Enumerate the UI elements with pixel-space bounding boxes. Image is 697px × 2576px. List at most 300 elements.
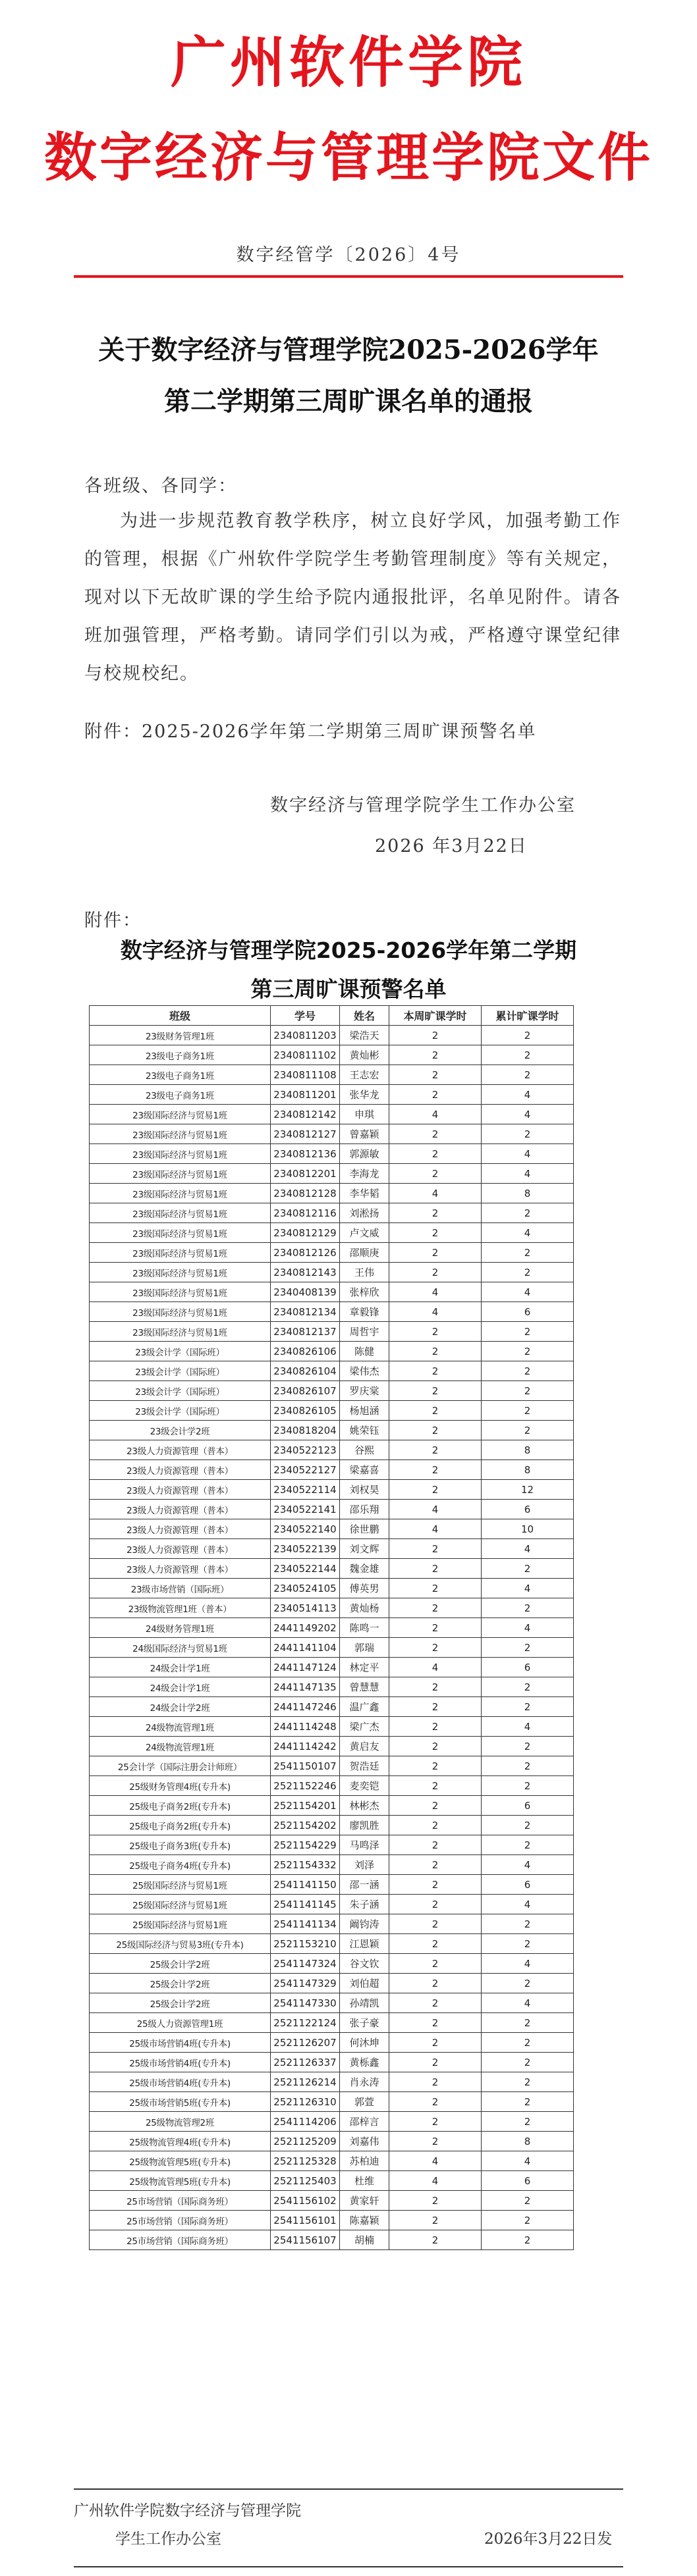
week-hours-cell: 2 xyxy=(389,1203,482,1223)
name-cell: 林彬杰 xyxy=(340,1796,389,1816)
table-row xyxy=(90,1914,574,1934)
name-cell: 张华龙 xyxy=(340,1085,389,1105)
student-id-cell: 2340524105 xyxy=(271,1579,340,1598)
week-hours-cell: 2 xyxy=(389,1263,482,1282)
week-hours-cell: 2 xyxy=(389,1144,482,1164)
table-row xyxy=(90,1144,574,1164)
total-hours-cell: 2 xyxy=(482,1421,574,1440)
total-hours-cell: 4 xyxy=(482,1895,574,1914)
issue-date: 2026 年3月22日 xyxy=(375,836,528,856)
student-id-cell: 2441141104 xyxy=(271,1638,340,1658)
name-cell: 章毅锋 xyxy=(340,1302,389,1322)
class-cell: 25会计学（国际注册会计师班） xyxy=(90,1756,271,1776)
name-cell: 杜维 xyxy=(340,2171,389,2191)
table-row xyxy=(90,2033,574,2053)
name-cell: 谷文钦 xyxy=(340,1954,389,1974)
table-row xyxy=(90,1697,574,1717)
name-cell: 黄栎鑫 xyxy=(340,2053,389,2072)
class-cell: 25级物流管理5班(专升本) xyxy=(90,2151,271,2171)
table-row xyxy=(90,1776,574,1796)
class-cell: 23级国际经济与贸易1班 xyxy=(90,1243,271,1263)
total-hours-cell: 4 xyxy=(482,1717,574,1737)
week-hours-cell: 2 xyxy=(389,1243,482,1263)
table-row xyxy=(90,1954,574,1974)
total-hours-cell: 2 xyxy=(482,1835,574,1855)
col-name-header: 姓名 xyxy=(340,1006,389,1026)
name-cell: 贺浩廷 xyxy=(340,1756,389,1776)
total-hours-cell: 2 xyxy=(482,2053,574,2072)
table-row xyxy=(90,2092,574,2112)
student-id-cell: 2541147324 xyxy=(271,1954,340,1974)
class-cell: 25级会计学2班 xyxy=(90,1954,271,1974)
annex-label: 附件： xyxy=(84,910,142,931)
total-hours-cell: 8 xyxy=(482,2132,574,2151)
name-cell: 马鸣泽 xyxy=(340,1835,389,1855)
week-hours-cell: 2 xyxy=(389,2072,482,2092)
week-hours-cell: 2 xyxy=(389,1361,482,1381)
name-cell: 刘伯超 xyxy=(340,1974,389,1993)
student-id-cell: 2541150107 xyxy=(271,1756,340,1776)
total-hours-cell: 12 xyxy=(482,1480,574,1500)
student-id-cell: 2340812127 xyxy=(271,1124,340,1144)
class-cell: 23级国际经济与贸易1班 xyxy=(90,1105,271,1124)
student-id-cell: 2521122124 xyxy=(271,2013,340,2033)
table-row xyxy=(90,1598,574,1618)
student-id-cell: 2340811201 xyxy=(271,1085,340,1105)
total-hours-cell: 2 xyxy=(482,1598,574,1618)
week-hours-cell: 2 xyxy=(389,1796,482,1816)
total-hours-cell: 2 xyxy=(482,1026,574,1045)
total-hours-cell: 2 xyxy=(482,1243,574,1263)
week-hours-cell: 2 xyxy=(389,2132,482,2151)
class-cell: 23级人力资源管理（普本） xyxy=(90,1539,271,1559)
student-id-cell: 2541156101 xyxy=(271,2211,340,2230)
table-row xyxy=(90,1421,574,1440)
name-cell: 江恩颖 xyxy=(340,1934,389,1954)
student-id-cell: 2340812201 xyxy=(271,1164,340,1184)
name-cell: 姚荣钰 xyxy=(340,1421,389,1440)
name-cell: 梁伟杰 xyxy=(340,1361,389,1381)
class-cell: 24级物流管理1班 xyxy=(90,1737,271,1756)
table-row xyxy=(90,1065,574,1085)
student-id-cell: 2340812126 xyxy=(271,1243,340,1263)
name-cell: 刘嘉伟 xyxy=(340,2132,389,2151)
week-hours-cell: 2 xyxy=(389,1539,482,1559)
student-id-cell: 2541141150 xyxy=(271,1875,340,1895)
name-cell: 梁嘉喜 xyxy=(340,1460,389,1480)
week-hours-cell: 4 xyxy=(389,1282,482,1302)
total-hours-cell: 2 xyxy=(482,1638,574,1658)
student-id-cell: 2521154201 xyxy=(271,1796,340,1816)
table-row xyxy=(90,1184,574,1203)
week-hours-cell: 2 xyxy=(389,1045,482,1065)
class-cell: 25级财务管理4班(专升本) xyxy=(90,1776,271,1796)
student-id-cell: 2521125328 xyxy=(271,2151,340,2171)
week-hours-cell: 2 xyxy=(389,2053,482,2072)
student-id-cell: 2521154202 xyxy=(271,1816,340,1835)
table-row xyxy=(90,1243,574,1263)
total-hours-cell: 4 xyxy=(482,1223,574,1243)
issuing-office: 数字经济与管理学院学生工作办公室 xyxy=(270,795,576,816)
class-cell: 25级电子商务4班(专升本) xyxy=(90,1855,271,1875)
total-hours-cell: 2 xyxy=(482,1381,574,1401)
name-cell: 梁广杰 xyxy=(340,1717,389,1737)
class-cell: 23级会计学（国际班） xyxy=(90,1381,271,1401)
name-cell: 黄灿杨 xyxy=(340,1598,389,1618)
class-cell: 24级财务管理1班 xyxy=(90,1618,271,1638)
week-hours-cell: 4 xyxy=(389,1105,482,1124)
class-cell: 25级人力资源管理1班 xyxy=(90,2013,271,2033)
total-hours-cell: 6 xyxy=(482,1875,574,1895)
class-cell: 25级物流管理4班(专升本) xyxy=(90,2132,271,2151)
greeting: 各班级、各同学： xyxy=(84,476,237,496)
total-hours-cell: 8 xyxy=(482,1460,574,1480)
absence-table xyxy=(89,1005,574,2250)
class-cell: 23级会计学（国际班） xyxy=(90,1342,271,1361)
name-cell: 刘淞扬 xyxy=(340,1203,389,1223)
table-row xyxy=(90,1559,574,1579)
student-id-cell: 2521126337 xyxy=(271,2053,340,2072)
week-hours-cell: 2 xyxy=(389,1993,482,2013)
week-hours-cell: 2 xyxy=(389,2013,482,2033)
footer-divider-bottom xyxy=(74,2566,623,2567)
table-row xyxy=(90,1816,574,1835)
week-hours-cell: 2 xyxy=(389,2112,482,2132)
table-row xyxy=(90,1440,574,1460)
class-cell: 25级物流管理2班 xyxy=(90,2112,271,2132)
total-hours-cell: 2 xyxy=(482,2191,574,2211)
class-cell: 23级物流管理1班（普本） xyxy=(90,1598,271,1618)
total-hours-cell: 2 xyxy=(482,1045,574,1065)
class-cell: 25级国际经济与贸易1班 xyxy=(90,1875,271,1895)
total-hours-cell: 2 xyxy=(482,2033,574,2053)
name-cell: 廖凯胜 xyxy=(340,1816,389,1835)
week-hours-cell: 4 xyxy=(389,1500,482,1519)
week-hours-cell: 2 xyxy=(389,1322,482,1342)
name-cell: 罗庆棠 xyxy=(340,1381,389,1401)
week-hours-cell: 2 xyxy=(389,1835,482,1855)
name-cell: 王伟 xyxy=(340,1263,389,1282)
footer-issued-date: 2026年3月22日发 xyxy=(484,2531,613,2548)
total-hours-cell: 4 xyxy=(482,1085,574,1105)
total-hours-cell: 2 xyxy=(482,1322,574,1342)
week-hours-cell: 2 xyxy=(389,1164,482,1184)
student-id-cell: 2441114248 xyxy=(271,1717,340,1737)
week-hours-cell: 2 xyxy=(389,1342,482,1361)
table-row xyxy=(90,1282,574,1302)
week-hours-cell: 2 xyxy=(389,1223,482,1243)
document-issuer: 数字经济与管理学院文件 xyxy=(44,127,653,188)
name-cell: 黄灿彬 xyxy=(340,1045,389,1065)
student-id-cell: 2441114242 xyxy=(271,1737,340,1756)
week-hours-cell: 2 xyxy=(389,1579,482,1598)
total-hours-cell: 4 xyxy=(482,1855,574,1875)
total-hours-cell: 2 xyxy=(482,2092,574,2112)
name-cell: 胡楠 xyxy=(340,2230,389,2250)
total-hours-cell: 2 xyxy=(482,2013,574,2033)
student-id-cell: 2340812137 xyxy=(271,1322,340,1342)
name-cell: 黄启友 xyxy=(340,1737,389,1756)
total-hours-cell: 2 xyxy=(482,1559,574,1579)
table-row xyxy=(90,1737,574,1756)
student-id-cell: 2340826106 xyxy=(271,1342,340,1361)
table-row xyxy=(90,1105,574,1124)
student-id-cell: 2541141145 xyxy=(271,1895,340,1914)
name-cell: 杨旭涵 xyxy=(340,1401,389,1421)
table-row xyxy=(90,2053,574,2072)
class-cell: 23级国际经济与贸易1班 xyxy=(90,1223,271,1243)
document-number: 数字经管学〔2026〕4号 xyxy=(236,245,461,265)
table-row xyxy=(90,1618,574,1638)
student-id-cell: 2340826107 xyxy=(271,1381,340,1401)
class-cell: 25级国际经济与贸易1班 xyxy=(90,1914,271,1934)
class-cell: 25级市场营销5班(专升本) xyxy=(90,2092,271,2112)
total-hours-cell: 2 xyxy=(482,2230,574,2250)
total-hours-cell: 2 xyxy=(482,1342,574,1361)
table-row xyxy=(90,1638,574,1658)
total-hours-cell: 2 xyxy=(482,1974,574,1993)
week-hours-cell: 4 xyxy=(389,2151,482,2171)
class-cell: 23级财务管理1班 xyxy=(90,1026,271,1045)
table-row xyxy=(90,1796,574,1816)
student-id-cell: 2340522140 xyxy=(271,1519,340,1539)
class-cell: 25级会计学2班 xyxy=(90,1993,271,2013)
week-hours-cell: 2 xyxy=(389,1717,482,1737)
class-cell: 23级国际经济与贸易1班 xyxy=(90,1184,271,1203)
student-id-cell: 2340514113 xyxy=(271,1598,340,1618)
name-cell: 刘泽 xyxy=(340,1855,389,1875)
class-cell: 24级会计学1班 xyxy=(90,1677,271,1697)
name-cell: 陈健 xyxy=(340,1342,389,1361)
student-id-cell: 2340826105 xyxy=(271,1401,340,1421)
week-hours-cell: 2 xyxy=(389,1974,482,1993)
class-cell: 23级会计学2班 xyxy=(90,1421,271,1440)
table-row xyxy=(90,1401,574,1421)
table-row xyxy=(90,1500,574,1519)
table-row xyxy=(90,1677,574,1697)
total-hours-cell: 2 xyxy=(482,1065,574,1085)
name-cell: 陈嘉颖 xyxy=(340,2211,389,2230)
col-week-hours-header: 本周旷课学时 xyxy=(389,1006,482,1026)
name-cell: 郭源敏 xyxy=(340,1144,389,1164)
name-cell: 魏金雄 xyxy=(340,1559,389,1579)
name-cell: 苏柏迪 xyxy=(340,2151,389,2171)
notice-title-line1: 关于数字经济与管理学院2025-2026学年 xyxy=(98,334,599,365)
table-row xyxy=(90,1164,574,1184)
class-cell: 25级市场营销4班(专升本) xyxy=(90,2072,271,2092)
class-cell: 25级电子商务3班(专升本) xyxy=(90,1835,271,1855)
table-row xyxy=(90,1855,574,1875)
name-cell: 王志宏 xyxy=(340,1065,389,1085)
class-cell: 23级国际经济与贸易1班 xyxy=(90,1282,271,1302)
header-divider xyxy=(74,275,623,278)
total-hours-cell: 4 xyxy=(482,1618,574,1638)
name-cell: 刘文辉 xyxy=(340,1539,389,1559)
name-cell: 朱子涵 xyxy=(340,1895,389,1914)
student-id-cell: 2340812128 xyxy=(271,1184,340,1203)
student-id-cell: 2521154332 xyxy=(271,1855,340,1875)
class-cell: 23级会计学（国际班） xyxy=(90,1401,271,1421)
student-id-cell: 2541114206 xyxy=(271,2112,340,2132)
class-cell: 25级电子商务2班(专升本) xyxy=(90,1816,271,1835)
name-cell: 张梓欣 xyxy=(340,1282,389,1302)
name-cell: 卢文威 xyxy=(340,1223,389,1243)
notice-title-line2: 第二学期第三周旷课名单的通报 xyxy=(164,386,533,417)
table-row xyxy=(90,2151,574,2171)
class-cell: 23级国际经济与贸易1班 xyxy=(90,1263,271,1282)
week-hours-cell: 2 xyxy=(389,1954,482,1974)
class-cell: 25市场营销（国际商务班） xyxy=(90,2230,271,2250)
table-row xyxy=(90,1756,574,1776)
table-row xyxy=(90,1361,574,1381)
name-cell: 何沐坤 xyxy=(340,2033,389,2053)
notice-body: 为进一步规范教育教学秩序，树立良好学风，加强考勤工作的管理，根据《广州软件学院学生考勤管理制度》等有关规定，现对以下无故旷课的学生给予院内通报批评，名单见附件。请各班加强管理，严格考勤。请同学们引以为戒，严格遵守课堂纪律与校规校纪。 xyxy=(84,511,621,684)
week-hours-cell: 4 xyxy=(389,2171,482,2191)
student-id-cell: 2340812142 xyxy=(271,1105,340,1124)
student-id-cell: 2521125403 xyxy=(271,2171,340,2191)
student-id-cell: 2340811108 xyxy=(271,1065,340,1085)
class-cell: 23级电子商务1班 xyxy=(90,1045,271,1065)
week-hours-cell: 2 xyxy=(389,1440,482,1460)
student-id-cell: 2541156102 xyxy=(271,2191,340,2211)
class-cell: 24级国际经济与贸易1班 xyxy=(90,1638,271,1658)
student-id-cell: 2340812136 xyxy=(271,1144,340,1164)
student-id-cell: 2340522141 xyxy=(271,1500,340,1519)
week-hours-cell: 2 xyxy=(389,1875,482,1895)
class-cell: 25级国际经济与贸易3班(专升本) xyxy=(90,1934,271,1954)
class-cell: 23级人力资源管理（普本） xyxy=(90,1440,271,1460)
table-row xyxy=(90,2013,574,2033)
name-cell: 阚钧涛 xyxy=(340,1914,389,1934)
student-id-cell: 2521126207 xyxy=(271,2033,340,2053)
student-id-cell: 2521153210 xyxy=(271,1934,340,1954)
student-id-cell: 2521154229 xyxy=(271,1835,340,1855)
table-row xyxy=(90,1934,574,1954)
name-cell: 曾嘉颖 xyxy=(340,1124,389,1144)
week-hours-cell: 2 xyxy=(389,1085,482,1105)
total-hours-cell: 4 xyxy=(482,2151,574,2171)
table-row xyxy=(90,1026,574,1045)
class-cell: 23级人力资源管理（普本） xyxy=(90,1500,271,1519)
student-id-cell: 2521152246 xyxy=(271,1776,340,1796)
class-cell: 25市场营销（国际商务班） xyxy=(90,2191,271,2211)
week-hours-cell: 2 xyxy=(389,2033,482,2053)
total-hours-cell: 4 xyxy=(482,1144,574,1164)
student-id-cell: 2441147246 xyxy=(271,1697,340,1717)
total-hours-cell: 2 xyxy=(482,1914,574,1934)
table-row xyxy=(90,2230,574,2250)
name-cell: 孙靖凯 xyxy=(340,1993,389,2013)
table-row xyxy=(90,2072,574,2092)
week-hours-cell: 2 xyxy=(389,1934,482,1954)
annex-reference: 附件：2025-2026学年第二学期第三周旷课预警名单 xyxy=(84,722,537,742)
name-cell: 曾慧慧 xyxy=(340,1677,389,1697)
total-hours-cell: 4 xyxy=(482,1539,574,1559)
class-cell: 23级国际经济与贸易1班 xyxy=(90,1144,271,1164)
student-id-cell: 2541156107 xyxy=(271,2230,340,2250)
student-id-cell: 2541141134 xyxy=(271,1914,340,1934)
student-id-cell: 2340811203 xyxy=(271,1026,340,1045)
name-cell: 郭瑞 xyxy=(340,1638,389,1658)
class-cell: 23级人力资源管理（普本） xyxy=(90,1519,271,1539)
class-cell: 23级人力资源管理（普本） xyxy=(90,1460,271,1480)
name-cell: 邵梓言 xyxy=(340,2112,389,2132)
student-id-cell: 2340812116 xyxy=(271,1203,340,1223)
total-hours-cell: 10 xyxy=(482,1519,574,1539)
name-cell: 郭萱 xyxy=(340,2092,389,2112)
class-cell: 24级物流管理1班 xyxy=(90,1717,271,1737)
total-hours-cell: 8 xyxy=(482,1440,574,1460)
table-row xyxy=(90,1993,574,2013)
class-cell: 23级国际经济与贸易1班 xyxy=(90,1302,271,1322)
table-row xyxy=(90,1045,574,1065)
total-hours-cell: 2 xyxy=(482,1361,574,1381)
week-hours-cell: 2 xyxy=(389,1460,482,1480)
class-cell: 23级电子商务1班 xyxy=(90,1065,271,1085)
week-hours-cell: 4 xyxy=(389,1184,482,1203)
name-cell: 肖永涛 xyxy=(340,2072,389,2092)
name-cell: 邵乐翔 xyxy=(340,1500,389,1519)
class-cell: 25级物流管理5班(专升本) xyxy=(90,2171,271,2191)
total-hours-cell: 2 xyxy=(482,1263,574,1282)
table-row xyxy=(90,1579,574,1598)
student-id-cell: 2340812134 xyxy=(271,1302,340,1322)
total-hours-cell: 6 xyxy=(482,1658,574,1677)
table-row xyxy=(90,1342,574,1361)
student-id-cell: 2340812129 xyxy=(271,1223,340,1243)
week-hours-cell: 2 xyxy=(389,1598,482,1618)
table-header-row xyxy=(90,1006,574,1026)
name-cell: 梁浩天 xyxy=(340,1026,389,1045)
student-id-cell: 2340818204 xyxy=(271,1421,340,1440)
week-hours-cell: 2 xyxy=(389,1065,482,1085)
name-cell: 申琪 xyxy=(340,1105,389,1124)
total-hours-cell: 6 xyxy=(482,1302,574,1322)
table-row xyxy=(90,1875,574,1895)
week-hours-cell: 2 xyxy=(389,1737,482,1756)
total-hours-cell: 2 xyxy=(482,1934,574,1954)
class-cell: 25级市场营销4班(专升本) xyxy=(90,2053,271,2072)
total-hours-cell: 2 xyxy=(482,1124,574,1144)
table-row xyxy=(90,1658,574,1677)
student-id-cell: 2340522123 xyxy=(271,1440,340,1460)
table-row xyxy=(90,1124,574,1144)
annex-title-line1: 数字经济与管理学院2025-2026学年第二学期 xyxy=(120,937,577,963)
name-cell: 傅英男 xyxy=(340,1579,389,1598)
table-row xyxy=(90,1460,574,1480)
total-hours-cell: 4 xyxy=(482,1993,574,2013)
class-cell: 23级国际经济与贸易1班 xyxy=(90,1203,271,1223)
student-id-cell: 2521126310 xyxy=(271,2092,340,2112)
name-cell: 邵顺庚 xyxy=(340,1243,389,1263)
class-cell: 23级会计学（国际班） xyxy=(90,1361,271,1381)
table-row xyxy=(90,1203,574,1223)
name-cell: 周哲宇 xyxy=(340,1322,389,1342)
table-row xyxy=(90,1263,574,1282)
week-hours-cell: 2 xyxy=(389,1638,482,1658)
week-hours-cell: 4 xyxy=(389,1519,482,1539)
total-hours-cell: 6 xyxy=(482,1500,574,1519)
class-cell: 25级国际经济与贸易1班 xyxy=(90,1895,271,1914)
class-cell: 23级市场营销（国际班） xyxy=(90,1579,271,1598)
week-hours-cell: 4 xyxy=(389,1302,482,1322)
total-hours-cell: 2 xyxy=(482,1776,574,1796)
student-id-cell: 2541147330 xyxy=(271,1993,340,2013)
table-row xyxy=(90,2132,574,2151)
name-cell: 麦奕铠 xyxy=(340,1776,389,1796)
class-cell: 24级会计学2班 xyxy=(90,1697,271,1717)
class-cell: 25级电子商务2班(专升本) xyxy=(90,1796,271,1816)
